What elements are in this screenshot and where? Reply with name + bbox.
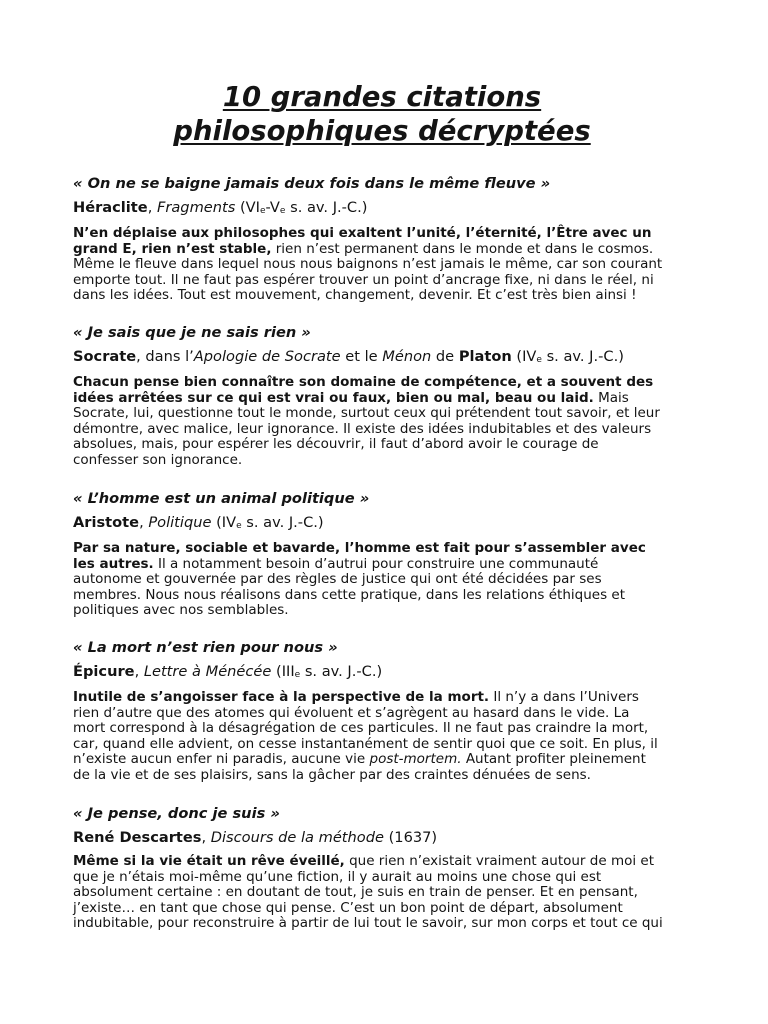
citation-quote: « Je pense, donc je suis »	[73, 805, 280, 822]
author-name: Aristote	[73, 514, 140, 531]
page-title	[73, 80, 691, 148]
citation-quote: « Je sais que je ne sais rien »	[73, 324, 311, 341]
citation-quote: « L’homme est un animal politique »	[73, 490, 370, 507]
citation-section-heraclite	[73, 175, 695, 304]
title-line-1: 10 grandes citations	[222, 81, 542, 113]
citation-attribution: Socrate, dans l’Apologie de Socrate et le Ménon de Platon (IVe s. av. J.-C.)	[73, 348, 624, 365]
citation-commentary	[73, 375, 695, 469]
text-line: N’en déplaise aux philosophes qui exaltent l’unité, l’éternité, l’Être avec un	[73, 225, 652, 241]
text-line: n’existe aucun enfer ni paradis, aucune vie post-mortem. Autant profiter pleinement	[73, 751, 646, 768]
text-line: autonome et gouvernée par des règles de justice qui ont été décidées par ses	[73, 571, 602, 588]
work-title: Ménon	[382, 348, 432, 365]
text-line: Même le fleuve dans lequel nous nous baignons n’est jamais le même, car son courant	[73, 256, 663, 273]
text-line: Par sa nature, sociable et bavarde, l’homme est fait pour s’assembler avec	[73, 540, 646, 556]
text-line: démontre, avec malice, leur ignorance. Il existe des idées indubitables et des valeurs	[73, 420, 652, 437]
work-title: Discours de la méthode	[210, 829, 384, 846]
text-line: Socrate, lui, questionne tout le monde, surtout ceux qui prétendent tout savoir, et leur	[73, 405, 660, 422]
citation-section-descartes	[73, 805, 695, 932]
text-line: confesser son ignorance.	[73, 451, 243, 468]
text-line: j’existe… en tant que chose qui pense. C’est un bon point de départ, absolument	[73, 899, 623, 916]
author-name: Socrate	[73, 348, 137, 365]
work-title: Lettre à Ménécée	[143, 663, 272, 680]
work-title: Politique	[148, 514, 212, 531]
citation-attribution: René Descartes, Discours de la méthode (1637)	[73, 829, 438, 846]
text-line: que je n’étais moi-même qu’une fiction, il y aurait au moins une chose qui est	[73, 868, 602, 885]
text-line: politiques avec nos semblables.	[73, 602, 289, 619]
title-line-2: philosophiques décryptées	[173, 115, 591, 147]
citation-quote: « On ne se baigne jamais deux fois dans le même fleuve »	[73, 175, 551, 192]
text-line: membres. Nous nous réalisons dans cette pratique, dans les relations éthiques et	[73, 586, 626, 603]
text-line: idées arrêtées sur ce qui est vrai ou faux, bien ou mal, beau ou laid. Mais	[73, 389, 629, 406]
citation-attribution: Héraclite, Fragments (VIe-Ve s. av. J.-C.)	[73, 199, 368, 216]
citation-section-aristote	[73, 490, 695, 619]
text-line: Chacun pense bien connaître son domaine de compétence, et a souvent des	[73, 374, 654, 390]
text-line: Même si la vie était un rêve éveillé, que rien n’existait vraiment autour de moi et	[73, 853, 654, 869]
text-line: car, quand elle advient, on cesse instantanément de sentir quoi que ce soit. En plus, il	[73, 735, 658, 752]
text-line: emporte tout. Il ne faut pas espérer trouver un point d’ancrage fixe, ni dans le réel, ni	[73, 271, 654, 288]
citation-commentary	[73, 226, 695, 304]
text-line: de la vie et de ses plaisirs, sans la gâcher par des craintes dénuées de sens.	[73, 766, 591, 783]
text-line: dans les idées. Tout est mouvement, changement, devenir. Et c’est très bien ainsi !	[73, 287, 637, 304]
citation-commentary	[73, 690, 695, 784]
citation-commentary	[73, 854, 695, 932]
citation-attribution: Épicure, Lettre à Ménécée (IIIe s. av. J.-C.)	[73, 663, 383, 680]
work-title: Apologie de Socrate	[193, 348, 341, 365]
text-line: mort correspond à la désagrégation de ces particules. Il ne faut pas craindre la mort,	[73, 720, 649, 737]
citation-commentary	[73, 541, 695, 619]
author-name: René Descartes	[73, 829, 202, 846]
text-line: les autres. Il a notamment besoin d’autrui pour construire une communauté	[73, 555, 599, 572]
text-line: grand E, rien n’est stable, rien n’est permanent dans le monde et dans le cosmos.	[73, 240, 654, 257]
text-line: indubitable, pour reconstruire à partir de lui tout le savoir, sur mon corps et tout ce qui	[73, 915, 663, 932]
citation-section-socrate	[73, 324, 695, 469]
text-line: absolument certaine : en doutant de tout, je suis en train de penser. Et en pensant,	[73, 884, 638, 901]
author-name: Héraclite	[73, 199, 148, 216]
author-name: Épicure	[73, 663, 135, 680]
citation-quote: « La mort n’est rien pour nous »	[73, 639, 338, 656]
work-title: Fragments	[156, 199, 236, 216]
citation-attribution: Aristote, Politique (IVe s. av. J.-C.)	[73, 514, 324, 531]
citation-section-epicure	[73, 639, 695, 784]
text-line: Inutile de s’angoisser face à la perspective de la mort. Il n’y a dans l’Univers	[73, 689, 639, 705]
text-line: rien d’autre que des atomes qui évoluent et s’agrègent au hasard dans le vide. La	[73, 704, 630, 721]
text-line: absolues, mais, pour espérer les découvrir, il faut d’abord avoir le courage de	[73, 436, 599, 453]
author-name: Platon	[458, 348, 512, 365]
